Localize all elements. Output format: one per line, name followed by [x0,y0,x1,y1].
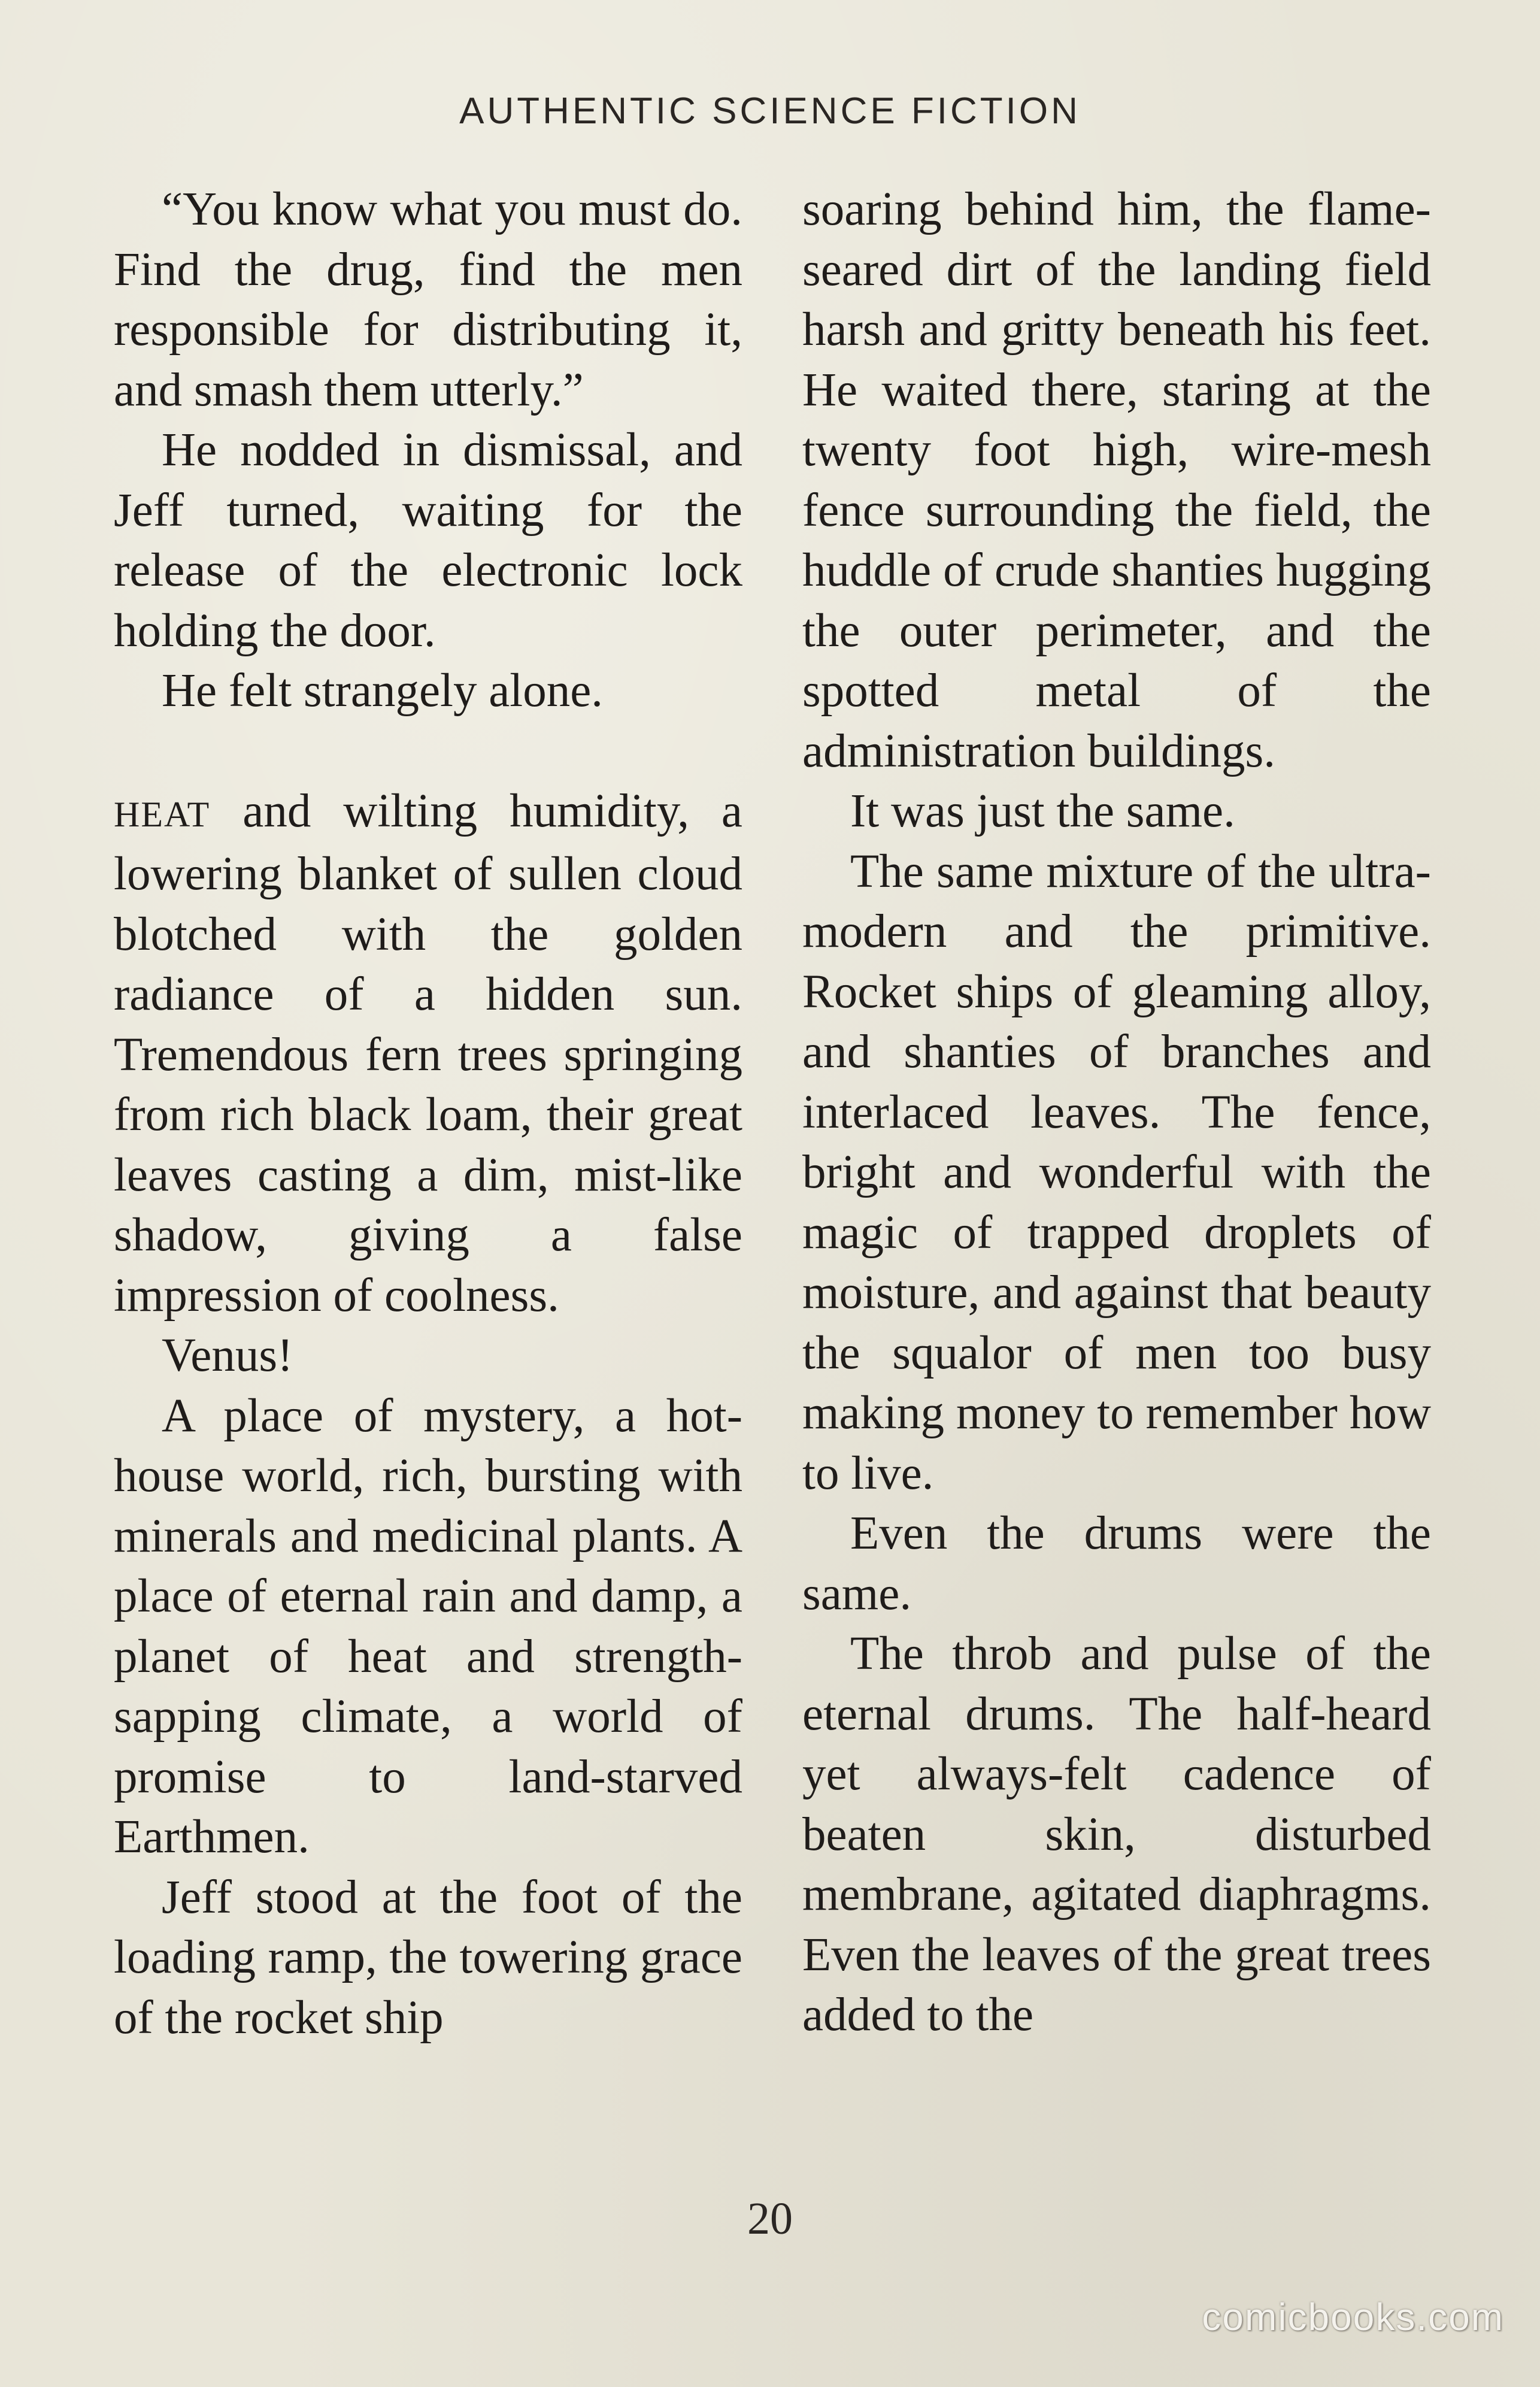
paragraph-text: and wilting humidity, a lowering blanket of sullen cloud blotched with the golden radiance of a hidden sun. Tremendous fern trees springing from rich black loam, their great leaves casting a dim, mist-like shadow, giving a false impression of coolness. [114,784,742,1322]
paragraph: It was just the same. [850,785,1235,837]
site-watermark: comicbooks.com [1202,2295,1504,2338]
small-caps-lead: HEAT [114,794,211,834]
paragraph: “You know what you must do. Find the drug, find the men responsible for distributing it, and smash them utterly.” [114,183,742,416]
paragraph: A place of mystery, a hot-house world, rich, bursting with minerals and medicinal plants. A place of eternal rain and damp, a planet of heat and strength-sapping climate, a world of promise to land-starved Earthmen. [114,1389,742,1863]
paragraph: The throb and pulse of the eternal drums. The half-heard yet always-felt cadence of beaten skin, disturbed membrane, agitated diaphragms. Even the leaves of the great trees added to the [802,1628,1431,2041]
section-opening-paragraph [114,781,742,1326]
text-column-left [114,180,742,2048]
paragraph: The same mixture of the ultra-modern and the primitive. Rocket ships of gleaming alloy, and shanties of branches and interlaced leaves. The fence, bright and wonderful with the magic of trapped droplets of moisture, and against that beauty the squalor of men too busy making money to remember how to live. [802,845,1431,1500]
page-number: 20 [747,2194,793,2244]
paragraph: Even the drums were the same. [802,1507,1431,1620]
paragraph-continued: soaring behind him, the flame-seared dirt of the landing field harsh and gritty beneath his feet. He waited there, staring at the twenty foot high, wire-mesh fence surrounding the field, the huddle of crude shanties hugging the outer perimeter, and the spotted metal of the administration buildings. [802,183,1431,777]
text-column-right [802,180,1431,2046]
running-title: AUTHENTIC SCIENCE FICTION [459,90,1081,132]
paragraph: Jeff stood at the foot of the loading ramp, the towering grace of the rocket ship [114,1871,742,2044]
paragraph: He nodded in dismissal, and Jeff turned, waiting for the release of the electronic lock holding the door. [114,424,742,657]
paragraph: He felt strangely alone. [162,665,604,717]
paragraph: Venus! [162,1329,293,1382]
